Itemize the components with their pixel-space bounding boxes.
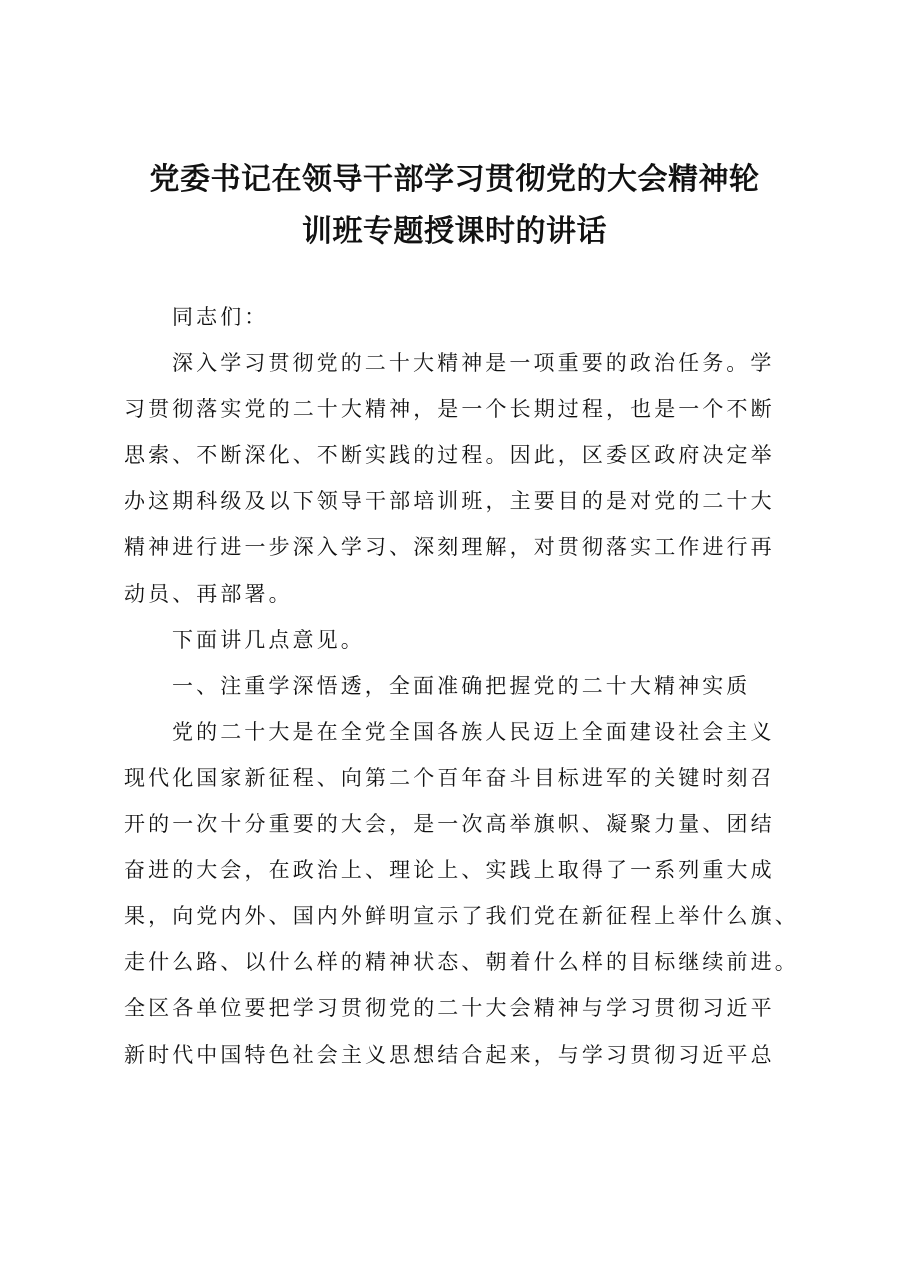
section-heading: 一、注重学深悟透，全面准确把握党的二十大精神实质 [172, 673, 751, 698]
paragraph-line: 现代化国家新征程、向第二个百年奋斗目标进军的关键时刻召 [124, 765, 775, 790]
paragraph-line: 走什么路、以什么样的精神状态、朝着什么样的目标继续前进。 [124, 950, 799, 975]
paragraph-line: 精神进行进一步深入学习、深刻理解，对贯彻落实工作进行再 [124, 535, 775, 560]
paragraph-line: 新时代中国特色社会主义思想结合起来，与学习贯彻习近平总 [124, 1042, 775, 1067]
paragraph-line: 思索、不断深化、不断实践的过程。因此，区委区政府决定举 [124, 443, 775, 468]
paragraph-line: 下面讲几点意见。 [172, 627, 365, 652]
paragraph-line: 深入学习贯彻党的二十大精神是一项重要的政治任务。学 [172, 351, 775, 376]
paragraph-line: 开的一次十分重要的大会，是一次高举旗帜、凝聚力量、团结 [124, 812, 775, 837]
paragraph-line: 办这期科级及以下领导干部培训班，主要目的是对党的二十大 [124, 489, 775, 514]
title-line-2: 训班专题授课时的讲话 [302, 214, 607, 249]
paragraph-line: 奋进的大会，在政治上、理论上、实践上取得了一系列重大成 [124, 858, 775, 883]
paragraph-line: 全区各单位要把学习贯彻党的二十大会精神与学习贯彻习近平 [124, 996, 775, 1021]
paragraph-line: 习贯彻落实党的二十大精神，是一个长期过程，也是一个不断 [124, 397, 775, 422]
document-body [124, 294, 804, 1078]
document-title [110, 154, 799, 258]
paragraph-line: 动员、再部署。 [124, 581, 293, 606]
title-line-1: 党委书记在领导干部学习贯彻党的大会精神轮 [149, 162, 760, 197]
paragraph-line: 党的二十大是在全党全国各族人民迈上全面建设社会主义 [172, 719, 775, 744]
paragraph-line: 果，向党内外、国内外鲜明宣示了我们党在新征程上举什么旗、 [124, 904, 799, 929]
salutation: 同志们： [172, 305, 269, 329]
